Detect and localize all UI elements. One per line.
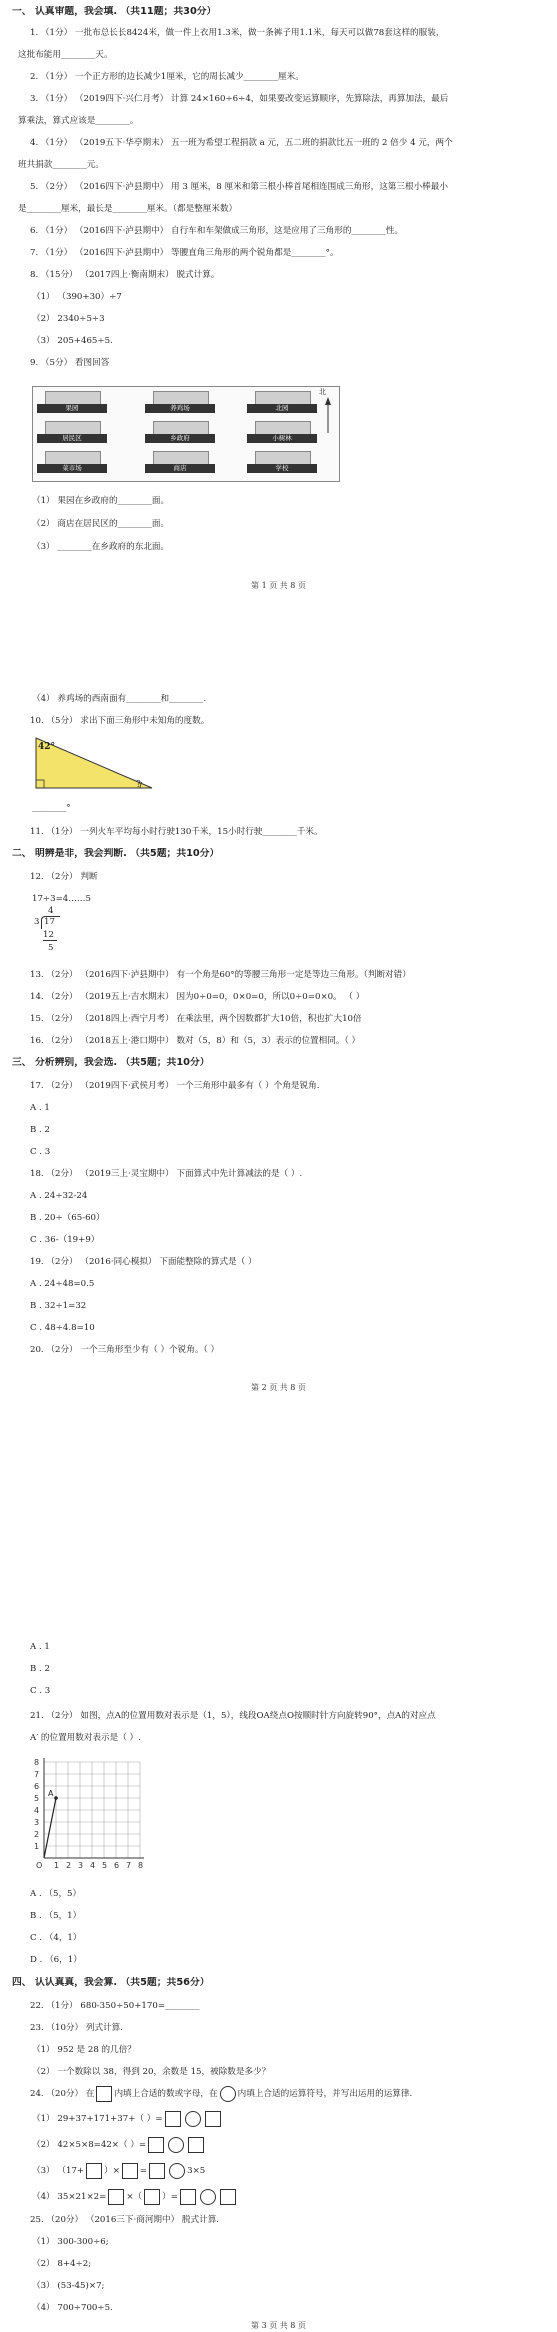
question-24-part-3-text-b: ）× — [104, 2166, 120, 2176]
grid-x-tick-label: O — [36, 1861, 43, 1870]
triangle-figure — [32, 730, 172, 794]
answer-box[interactable] — [165, 2111, 181, 2127]
question-8-part-3: （3） 205+465÷5. — [32, 336, 113, 346]
question-20-option-b: B . 2 — [30, 1664, 50, 1674]
question-19-option-a: A . 24÷48=0.5 — [30, 1279, 95, 1289]
triangle-known-angle: 42° — [38, 742, 56, 752]
page-1 — [0, 0, 557, 640]
grid-y-tick-label: 3 — [34, 1818, 40, 1827]
answer-box[interactable] — [122, 2163, 138, 2179]
map-place-school: 学校 — [247, 451, 317, 473]
question-9: 9. （5分） 看图回答 — [30, 358, 110, 368]
grid-y-tick-label: 4 — [34, 1806, 40, 1815]
question-1-line-a: 1. （1分） 一批布总长长8424米，做一件上衣用1.3米，做一条裤子用1.1米，每天可以做78套这样的服装， — [30, 28, 445, 38]
answer-box[interactable] — [188, 2137, 204, 2153]
square-box-icon — [96, 2086, 112, 2102]
question-21-line-b: A′ 的位置用数对表示是（ ）. — [30, 1733, 141, 1743]
grid-x-tick-label: 5 — [102, 1861, 108, 1870]
answer-box[interactable] — [86, 2163, 102, 2179]
question-24-part-4-text-b: ×（ — [126, 2192, 143, 2202]
compass-label: 北 — [319, 388, 326, 396]
question-20-option-a: A . 1 — [30, 1642, 50, 1652]
question-25-part-2: （2） 8+4÷2; — [32, 2259, 92, 2269]
question-21-option-c: C . （4，1） — [30, 1933, 82, 1943]
answer-box[interactable] — [205, 2111, 221, 2127]
question-10-blank: ________° — [32, 803, 71, 813]
grid-x-tick-label: 6 — [114, 1861, 120, 1870]
question-10: 10. （5分） 求出下面三角形中未知角的度数。 — [30, 716, 210, 726]
question-11: 11. （1分） 一列火车平均每小时行驶130千米，15小时行驶________千米。 — [30, 827, 323, 837]
question-25: 25. （20分） （2016三下·商河期中） 脱式计算. — [30, 2215, 220, 2225]
question-8-part-2: （2） 2340÷5÷3 — [32, 314, 105, 324]
question-6: 6. （1分） （2016四下·泸县期中） 自行车和车架做成三角形，这是应用了三角形的________性。 — [30, 226, 404, 236]
coordinate-grid — [30, 1750, 170, 1870]
question-24-part-4-text-c: ）= — [162, 2192, 178, 2202]
compass-arrow-icon — [321, 395, 335, 435]
question-24-text-b: 内填上合适的数或字母，在 — [114, 2089, 218, 2099]
map-place-township-government: 乡政府 — [145, 421, 215, 443]
question-24-part-4 — [32, 2188, 529, 2206]
question-25-part-1: （1） 300-300÷6; — [32, 2237, 109, 2247]
segment-oa — [44, 1798, 56, 1858]
triangle-unknown-angle: ? — [136, 780, 141, 790]
question-24-part-1 — [32, 2110, 529, 2128]
question-5-line-a: 5. （2分） （2016四下·泸县期中） 用 3 厘米，8 厘米和第三根小棒首尾相连围成三角形，这第三根小棒最小 — [30, 182, 448, 192]
point-a — [54, 1796, 58, 1800]
answer-box[interactable] — [148, 2137, 164, 2153]
grid-x-tick-label: 1 — [54, 1861, 60, 1870]
answer-box[interactable] — [144, 2189, 160, 2205]
question-4-line-b: 班共捐款________元。 — [18, 160, 104, 170]
grid-x-tick-label: 7 — [126, 1861, 132, 1870]
map-place-residential: 居民区 — [37, 421, 107, 443]
operator-circle[interactable] — [169, 2163, 185, 2179]
question-24-part-3-text-c: = — [139, 2166, 148, 2176]
question-24 — [30, 2085, 529, 2103]
question-9-part-3: （3） ________在乡政府的东北面。 — [32, 542, 170, 552]
map-place-grove: 小树林 — [247, 421, 317, 443]
question-24-part-3-text-a: （3） （17+ — [32, 2166, 85, 2176]
question-17-option-c: C . 3 — [30, 1147, 51, 1157]
operator-circle[interactable] — [168, 2137, 184, 2153]
question-21-option-a: A . （5，5） — [30, 1889, 82, 1899]
question-3-line-a: 3. （1分） （2019四下·兴仁月考） 计算 24×160÷6÷4，如果要改变运算顺序，先算除法，再算加法，最后 — [30, 94, 449, 104]
question-25-part-4: （4） 700÷700÷5. — [32, 2303, 113, 2313]
page-3-footer: 第 3 页 共 8 页 — [251, 2321, 306, 2330]
question-24-part-1-text: （1） 29+37+171+37+（ ）= — [32, 2114, 163, 2124]
question-18: 18. （2分） （2019三上·灵宝期中） 下面算式中先计算减法的是（ ）. — [30, 1169, 303, 1179]
question-4-line-a: 4. （1分） （2019五下·华亭期末） 五一班为希望工程捐款 a 元，五二班的捐款比五一班的 2 倍少 4 元，两个 — [30, 138, 453, 148]
question-9-part-4: （4） 养鸡场的西南面有________和________. — [32, 694, 207, 704]
question-23: 23. （10分） 列式计算. — [30, 2023, 123, 2033]
circle-box-icon — [220, 2086, 236, 2102]
question-14: 14. （2分） （2019五上·吉水期末） 因为0÷0=0，0×0=0，所以0÷0=0×0。 （ ） — [30, 992, 365, 1002]
answer-box[interactable] — [180, 2189, 196, 2205]
map-place-chicken-farm: 养鸡场 — [145, 391, 215, 413]
question-19-option-b: B . 32÷1=32 — [30, 1301, 87, 1311]
question-18-option-b: B . 20÷（65-60） — [30, 1213, 105, 1223]
question-8-part-1: （1） （390+30）÷7 — [32, 292, 122, 302]
question-13: 13. （2分） （2016四下·泸县期中） 有一个角是60°的等腰三角形一定是等边三角形。（判断对错） — [30, 970, 411, 980]
question-24-part-2 — [32, 2136, 529, 2154]
question-21-line-a: 21. （2分） 如图，点A的位置用数对表示是（1，5），线段OA绕点O按顺时针方向旋转90°，点A的对应点 — [30, 1711, 436, 1721]
section-2-title: 二、 明辨是非，我会判断. （共5题；共10分） — [12, 848, 220, 859]
grid-y-tick-label: 7 — [34, 1770, 40, 1779]
question-18-option-c: C . 36-（19+9） — [30, 1235, 100, 1245]
question-24-part-3 — [32, 2162, 529, 2180]
operator-circle[interactable] — [185, 2111, 201, 2127]
section-3-title: 三、 分析辨别，我会选. （共5题；共10分） — [12, 1057, 210, 1068]
grid-y-tick-label: 1 — [34, 1842, 40, 1851]
question-5-line-b: 是________厘米，最长是________厘米。（都是整厘米数） — [18, 204, 238, 214]
page-2 — [0, 640, 557, 1420]
question-18-option-a: A . 24÷32-24 — [30, 1191, 88, 1201]
map-place-vegetable-market: 菜市场 — [37, 451, 107, 473]
division-remainder: 5 — [48, 943, 54, 953]
question-8: 8. （15分） （2017四上·衡南期末） 脱式计算。 — [30, 270, 220, 280]
map-place-orchard: 果园 — [37, 391, 107, 413]
page-2-footer: 第 2 页 共 8 页 — [251, 1383, 306, 1392]
question-22: 22. （1分） 680-350÷50+170=________ — [30, 2001, 200, 2011]
question-20-option-c: C . 3 — [30, 1686, 51, 1696]
section-1-title: 一、 认真审题，我会填. （共11题；共30分） — [12, 6, 217, 17]
grid-x-tick-label: 2 — [66, 1861, 72, 1870]
division-product: 12 — [43, 930, 57, 941]
grid-y-tick-label: 8 — [34, 1758, 40, 1767]
point-a-label: A — [48, 1789, 54, 1798]
question-17-option-a: A . 1 — [30, 1103, 50, 1113]
question-12-equation: 17÷3=4……5 — [32, 894, 91, 904]
question-9-part-1: （1） 果园在乡政府的________面。 — [32, 496, 170, 506]
question-19: 19. （2分） （2016·同心模拟） 下面能整除的算式是（ ） — [30, 1257, 257, 1267]
question-12: 12. （2分） 判断 — [30, 872, 98, 882]
question-25-part-3: （3） (53-45)×7; — [32, 2281, 105, 2291]
question-24-part-4-text-a: （4） 35×21×2= — [32, 2192, 107, 2202]
question-24-part-2-text: （2） 42×5×8=42×（ ）= — [32, 2140, 147, 2150]
question-15: 15. （2分） （2018四上·西宁月考） 在乘法里，两个因数都扩大10倍，积也扩大10倍 — [30, 1014, 362, 1024]
section-4-title: 四、 认认真真，我会算. （共5题；共56分） — [12, 1977, 210, 1988]
question-3-line-b: 算乘法，算式应该是________。 — [18, 116, 139, 126]
answer-box[interactable] — [108, 2189, 124, 2205]
question-21-option-b: B . （5，1） — [30, 1911, 82, 1921]
question-2: 2. （1分） 一个正方形的边长减少1厘米，它的周长减少________厘米。 — [30, 72, 304, 82]
answer-box[interactable] — [220, 2189, 236, 2205]
question-17-option-b: B . 2 — [30, 1125, 50, 1135]
question-23-part-2: （2） 一个数除以 38，得到 20，余数是 15，被除数是多少？ — [32, 2067, 271, 2077]
grid-x-tick-label: 3 — [78, 1861, 84, 1870]
map-place-shop: 商店 — [145, 451, 215, 473]
grid-x-tick-label: 4 — [90, 1861, 96, 1870]
question-24-text-c: 内填上合适的运算符号，并写出运用的运算律. — [237, 2089, 413, 2099]
question-16: 16. （2分） （2018五上·港口期中） 数对（5，8）和（5，3）表示的位置相同。（ ） — [30, 1036, 361, 1046]
division-quotient: 4 — [48, 906, 54, 916]
long-division — [34, 906, 74, 956]
question-1-line-b: 这批布能用________天。 — [18, 50, 113, 60]
question-23-part-1: （1） 952 是 28 的几倍？ — [32, 2045, 136, 2055]
question-17: 17. （2分） （2019四下·武侯月考） 一个三角形中最多有（ ）个角是锐角. — [30, 1081, 320, 1091]
grid-y-tick-label: 6 — [34, 1782, 40, 1791]
operator-circle[interactable] — [200, 2189, 216, 2205]
page-3 — [0, 1420, 557, 2332]
question-19-option-c: C . 48÷4.8=10 — [30, 1323, 95, 1333]
question-9-part-2: （2） 商店在居民区的________面。 — [32, 519, 170, 529]
question-24-part-3-text-d: 3×5 — [187, 2166, 206, 2176]
division-divisor: 3 — [34, 917, 40, 927]
answer-box[interactable] — [149, 2163, 165, 2179]
grid-x-tick-label: 8 — [138, 1861, 144, 1870]
division-dividend: 17 — [41, 916, 60, 929]
map-place-north-garden: 北园 — [247, 391, 317, 413]
map-figure — [32, 386, 340, 482]
grid-y-tick-label: 5 — [34, 1794, 40, 1803]
page-1-footer: 第 1 页 共 8 页 — [251, 581, 306, 590]
question-21-option-d: D . （6，1） — [30, 1955, 82, 1965]
question-7: 7. （1分） （2016四下·泸县期中） 等腰直角三角形的两个锐角都是________°。 — [30, 248, 339, 258]
question-20: 20. （2分） 一个三角形至少有（ ）个锐角。（ ） — [30, 1345, 220, 1355]
coordinate-grid-svg — [30, 1750, 170, 1870]
question-24-text-a: 24. （20分） 在 — [30, 2089, 95, 2099]
grid-y-tick-label: 2 — [34, 1830, 40, 1839]
